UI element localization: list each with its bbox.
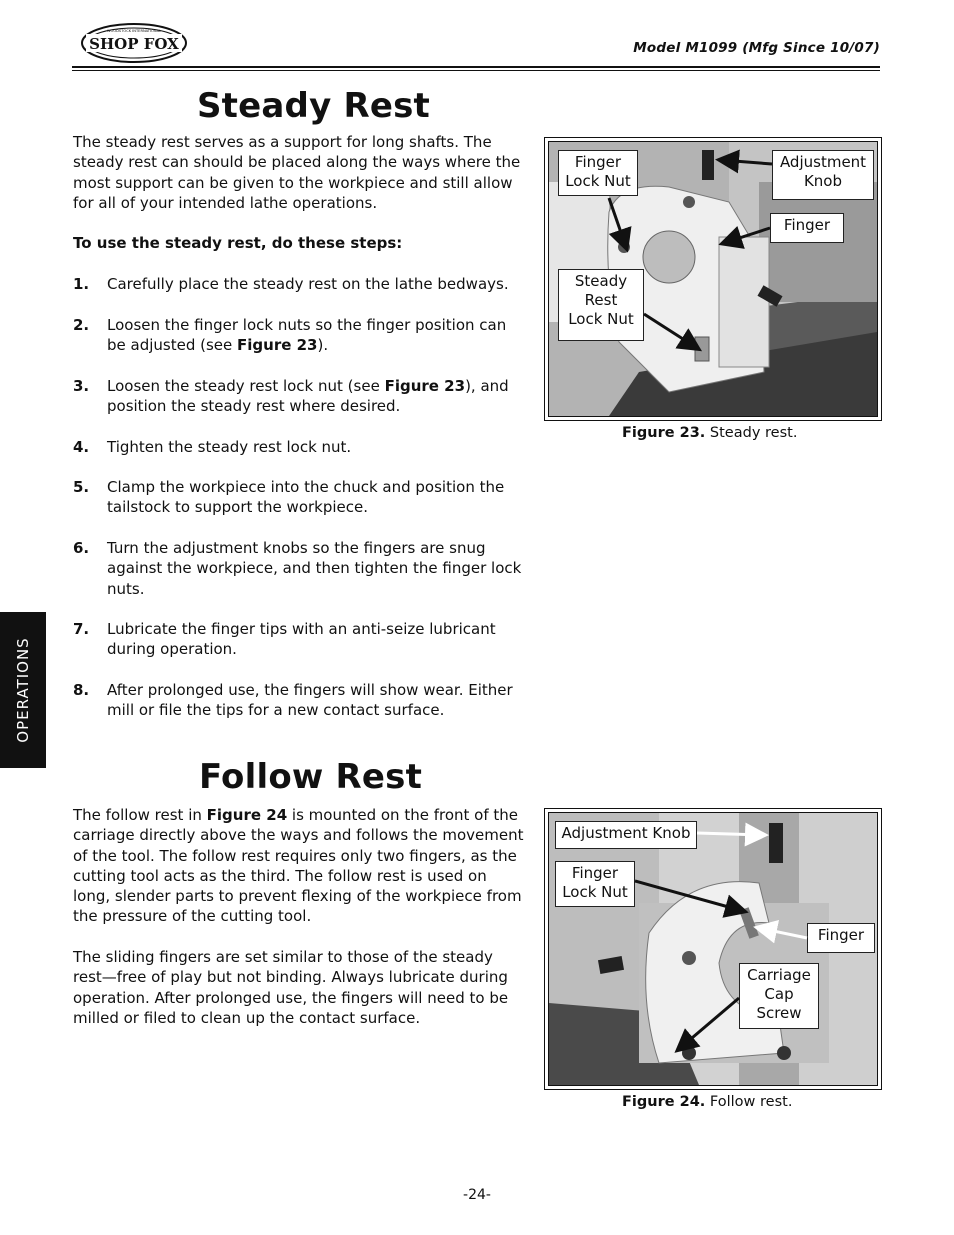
figure-23-ref: Figure 23 [384,377,466,395]
steps-heading: To use the steady rest, do these steps: [73,234,403,252]
step-7: 7. Lubricate the finger tips with an anti-seize lubricant during operation. [73,620,496,659]
follow-rest-title: Follow Rest [199,757,423,797]
figure-24-caption: Figure 24. Follow rest. [622,1094,793,1110]
step-8: 8. After prolonged use, the fingers will show wear. Either mill or file the tips for a new contact surface. [73,681,513,720]
model-label: Model M1099 (Mfg Since 10/07) [633,40,880,56]
steady-rest-title: Steady Rest [197,86,431,126]
steady-rest-intro: The steady rest serves as a support for long shafts. The steady rest can should be placed along the ways where the most support can be given to the workpiece and still allow for all of your intended lathe operations. [73,133,521,212]
figure-23-photo [548,141,878,417]
figure-23-ref: Figure 23 [237,336,318,355]
operations-side-tab: OPERATIONS [0,612,46,768]
step-1: 1. Carefully place the steady rest on the lathe bedways. [73,275,509,293]
shop-fox-logo [80,22,188,64]
figure-23-arrows [549,142,877,416]
figure-24-photo [548,812,878,1086]
header-rule [72,66,880,68]
callout-adjustment-knob: Adjustment Knob [555,821,697,849]
figure-24-ref: Figure 24 [206,806,288,824]
step-6: 6. Turn the adjustment knobs so the fingers are snug against the workpiece, and then tighten the finger lock nuts. [73,539,522,598]
page-number: -24- [463,1187,491,1203]
svg-text:SHOP FOX: SHOP FOX [89,35,179,53]
callout-finger-lock-nut: Finger Lock Nut [558,150,638,196]
follow-rest-para-2: The sliding fingers are set similar to those of the steady rest—free of play but not binding. Always lubricate during operation. After prolonged use, the fingers will need to be milled or filed to clean up the contact surface. [73,948,509,1027]
figure-23 [544,137,882,421]
callout-finger-lock-nut: Finger Lock Nut [555,861,635,907]
follow-rest-para-1: The follow rest in Figure 24 is mounted on the front of the carriage directly above the ways and follows the movement of the tool. The follow rest requires only two fingers, as the cutting tool acts as the third. The follow rest is used on long, slender parts to prevent flexing of the workpiece from the pressure of the cutting tool. [73,806,524,926]
figure-23-caption: Figure 23. Steady rest. [622,425,798,441]
callout-carriage-cap-screw: Carriage Cap Screw [739,963,819,1029]
step-3: 3. Loosen the steady rest lock nut (see Figure 23), and position the steady rest where desired. [73,377,509,416]
svg-text:WOODSTOCK INTERNATIONAL: WOODSTOCK INTERNATIONAL [106,29,162,33]
step-5: 5. Clamp the workpiece into the chuck and position the tailstock to support the workpiece. [73,478,505,517]
callout-finger: Finger [807,923,875,953]
figure-24 [544,808,882,1090]
header-rule-thin [72,70,880,71]
figure-24-arrows [549,813,877,1085]
step-2: 2. Loosen the finger lock nuts so the finger position can be adjusted (see Figure 23). [73,316,507,355]
callout-steady-rest-lock-nut: Steady Rest Lock Nut [558,269,644,341]
callout-finger: Finger [770,213,844,243]
callout-adjustment-knob: Adjustment Knob [772,150,874,200]
step-4: 4. Tighten the steady rest lock nut. [73,438,352,456]
